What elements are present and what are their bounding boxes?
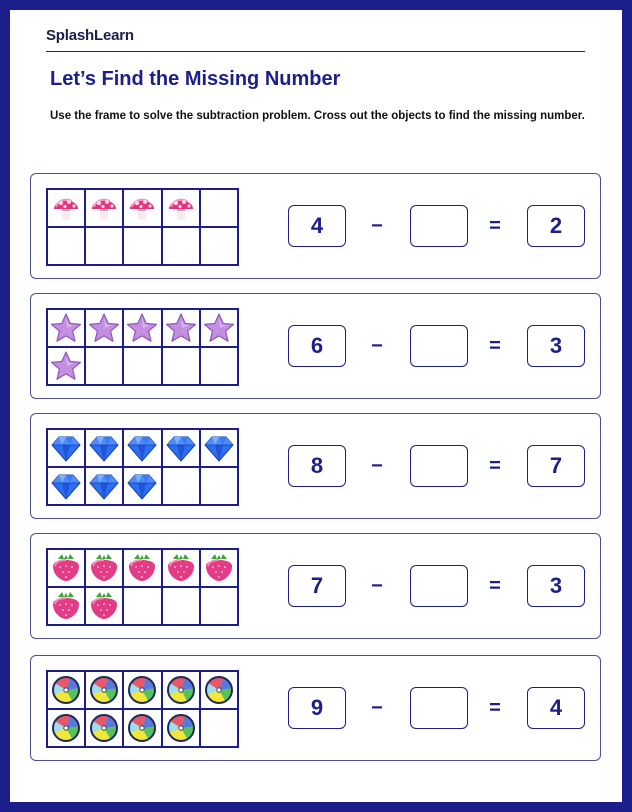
worksheet <box>10 10 622 802</box>
frame-cell[interactable] <box>124 710 160 746</box>
frame-cell[interactable] <box>48 348 84 384</box>
frame-cell[interactable] <box>163 468 199 504</box>
answer-box[interactable] <box>410 445 468 487</box>
minuend-box: 7 <box>288 565 346 607</box>
strawberry-icon <box>50 590 82 622</box>
frame-cell[interactable] <box>48 710 84 746</box>
frame-cell[interactable] <box>163 190 199 226</box>
frame-cell[interactable] <box>201 710 237 746</box>
problem-card <box>30 533 601 639</box>
diamond-icon <box>88 470 120 502</box>
strawberry-icon <box>126 552 158 584</box>
frame-cell[interactable] <box>163 710 199 746</box>
equals-sign: = <box>489 454 501 477</box>
mushroom-icon <box>88 192 120 224</box>
result-box: 3 <box>527 565 585 607</box>
result-box: 3 <box>527 325 585 367</box>
frame-cell[interactable] <box>201 672 237 708</box>
frame-cell[interactable] <box>163 228 199 264</box>
frame-cell[interactable] <box>124 672 160 708</box>
frame-cell[interactable] <box>124 228 160 264</box>
frame-cell[interactable] <box>48 228 84 264</box>
minus-sign: − <box>371 574 383 597</box>
star-icon <box>50 350 82 382</box>
frame-cell[interactable] <box>86 588 122 624</box>
diamond-icon <box>50 470 82 502</box>
frame-cell[interactable] <box>48 588 84 624</box>
mushroom-icon <box>50 192 82 224</box>
beach-ball-icon <box>88 712 120 744</box>
strawberry-icon <box>88 590 120 622</box>
instructions: Use the frame to solve the subtraction problem. Cross out the objects to find the missing number. <box>50 110 585 122</box>
answer-box[interactable] <box>410 565 468 607</box>
frame-cell[interactable] <box>86 348 122 384</box>
problem-card <box>30 655 601 761</box>
answer-box[interactable] <box>410 205 468 247</box>
frame-cell[interactable] <box>86 228 122 264</box>
frame-cell[interactable] <box>86 190 122 226</box>
strawberry-icon <box>88 552 120 584</box>
frame-cell[interactable] <box>163 348 199 384</box>
diamond-icon <box>126 470 158 502</box>
ten-frame <box>46 428 239 506</box>
mushroom-icon <box>126 192 158 224</box>
ten-frame <box>46 188 239 266</box>
page-title: Let’s Find the Missing Number <box>50 68 341 90</box>
frame-cell[interactable] <box>201 430 237 466</box>
frame-cell[interactable] <box>201 550 237 586</box>
frame-cell[interactable] <box>201 348 237 384</box>
frame-cell[interactable] <box>163 672 199 708</box>
diamond-icon <box>126 432 158 464</box>
beach-ball-icon <box>50 674 82 706</box>
mushroom-icon <box>165 192 197 224</box>
ten-frame <box>46 308 239 386</box>
minuend-box: 6 <box>288 325 346 367</box>
answer-box[interactable] <box>410 325 468 367</box>
star-icon <box>126 312 158 344</box>
frame-cell[interactable] <box>201 190 237 226</box>
beach-ball-icon <box>126 674 158 706</box>
result-box: 2 <box>527 205 585 247</box>
star-icon <box>50 312 82 344</box>
frame-cell[interactable] <box>201 588 237 624</box>
problem-card <box>30 173 601 279</box>
frame-cell[interactable] <box>124 310 160 346</box>
brand-logo: SplashLearn <box>46 27 134 44</box>
diamond-icon <box>50 432 82 464</box>
star-icon <box>88 312 120 344</box>
problem-card <box>30 413 601 519</box>
beach-ball-icon <box>126 712 158 744</box>
minus-sign: − <box>371 214 383 237</box>
equals-sign: = <box>489 574 501 597</box>
strawberry-icon <box>50 552 82 584</box>
minus-sign: − <box>371 696 383 719</box>
beach-ball-icon <box>165 712 197 744</box>
star-icon <box>165 312 197 344</box>
answer-box[interactable] <box>410 687 468 729</box>
beach-ball-icon <box>50 712 82 744</box>
frame-cell[interactable] <box>163 430 199 466</box>
equals-sign: = <box>489 696 501 719</box>
strawberry-icon <box>203 552 235 584</box>
frame-cell[interactable] <box>86 550 122 586</box>
frame-cell[interactable] <box>124 468 160 504</box>
frame-cell[interactable] <box>201 228 237 264</box>
frame-cell[interactable] <box>124 190 160 226</box>
diamond-icon <box>165 432 197 464</box>
frame-cell[interactable] <box>86 710 122 746</box>
frame-cell[interactable] <box>86 672 122 708</box>
result-box: 7 <box>527 445 585 487</box>
equals-sign: = <box>489 334 501 357</box>
minus-sign: − <box>371 454 383 477</box>
diamond-icon <box>203 432 235 464</box>
frame-cell[interactable] <box>48 550 84 586</box>
frame-cell[interactable] <box>86 468 122 504</box>
frame-cell[interactable] <box>48 190 84 226</box>
frame-cell[interactable] <box>201 468 237 504</box>
frame-cell[interactable] <box>163 550 199 586</box>
frame-cell[interactable] <box>48 672 84 708</box>
frame-cell[interactable] <box>201 310 237 346</box>
frame-cell[interactable] <box>124 588 160 624</box>
ten-frame <box>46 548 239 626</box>
ten-frame <box>46 670 239 748</box>
beach-ball-icon <box>203 674 235 706</box>
diamond-icon <box>88 432 120 464</box>
minuend-box: 9 <box>288 687 346 729</box>
star-icon <box>203 312 235 344</box>
beach-ball-icon <box>165 674 197 706</box>
frame-cell[interactable] <box>48 468 84 504</box>
frame-cell[interactable] <box>86 430 122 466</box>
equals-sign: = <box>489 214 501 237</box>
problem-card <box>30 293 601 399</box>
minus-sign: − <box>371 334 383 357</box>
header-divider <box>46 51 585 52</box>
frame-cell[interactable] <box>124 348 160 384</box>
result-box: 4 <box>527 687 585 729</box>
beach-ball-icon <box>88 674 120 706</box>
frame-cell[interactable] <box>86 310 122 346</box>
frame-cell[interactable] <box>48 430 84 466</box>
frame-cell[interactable] <box>163 588 199 624</box>
minuend-box: 8 <box>288 445 346 487</box>
strawberry-icon <box>165 552 197 584</box>
frame-cell[interactable] <box>48 310 84 346</box>
minuend-box: 4 <box>288 205 346 247</box>
frame-cell[interactable] <box>124 430 160 466</box>
frame-cell[interactable] <box>163 310 199 346</box>
frame-cell[interactable] <box>124 550 160 586</box>
